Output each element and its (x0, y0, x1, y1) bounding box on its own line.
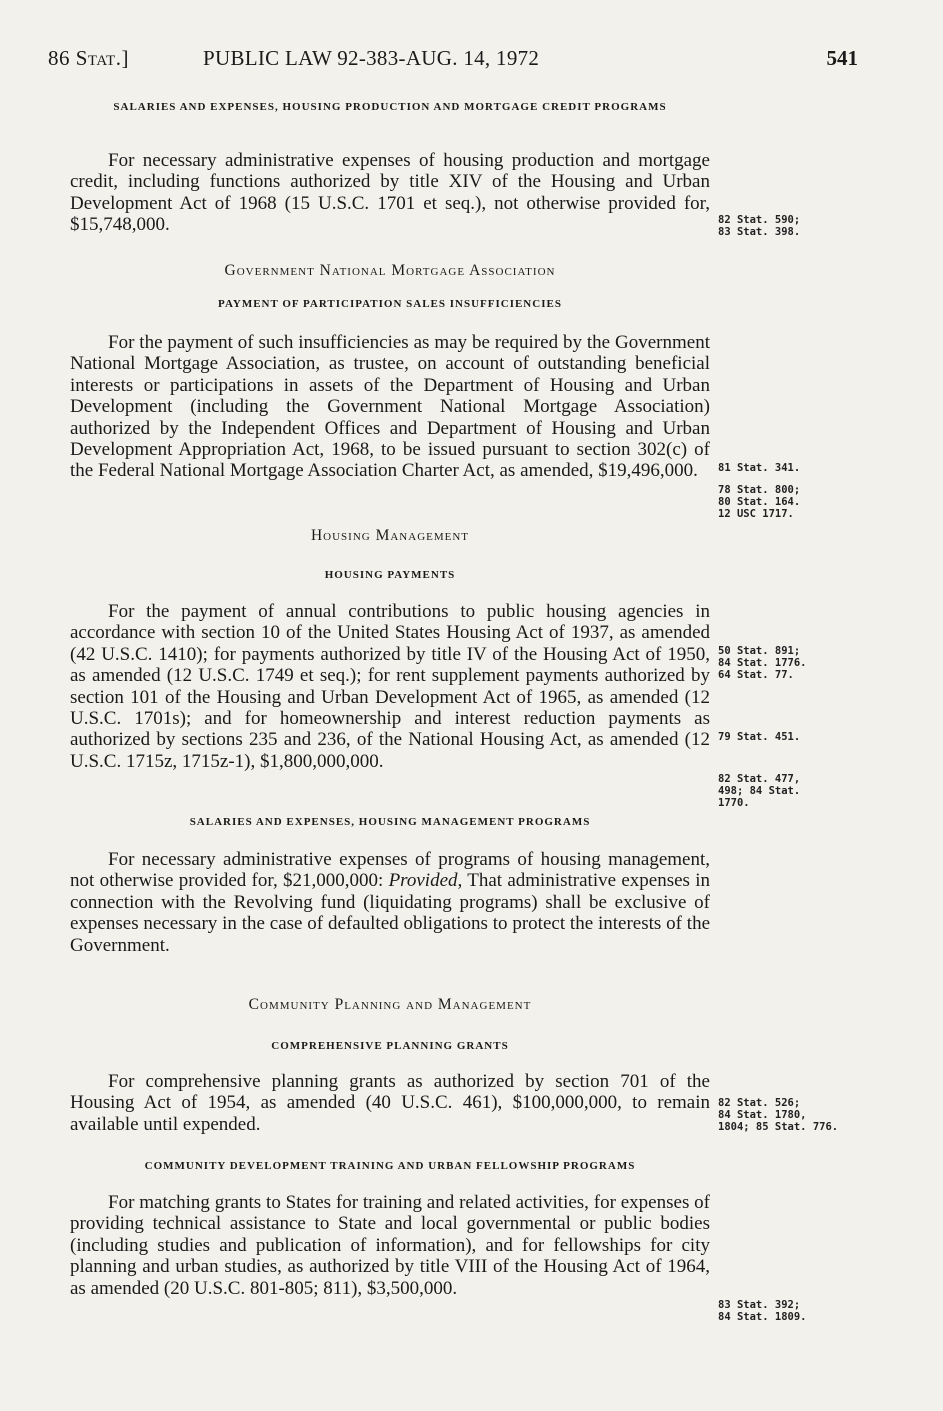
page-number: 541 (826, 46, 858, 70)
paragraph-housing-payments: For the payment of annual contributions to public housing agencies in accordance with section 10 of the United States Housing Act of 1937, as amended (42 U.S.C. 1410); for payments authorized by title IV of the Housing Act of 1950, as amended (12 U.S.C. 1749 et seq.); for rent supplement payments authorized by section 101 of the Housing and Urban Development Act of 1965, as amended (12 U.S.C. 1701s); and for homeownership and interest reduction payments as authorized by sections 235 and 236, of the National Housing Act, as amended (12 U.S.C. 1715z, 1715z-1), $1,800,000,000. (70, 601, 710, 772)
margin-note-4: 50 Stat. 891; 84 Stat. 1776. 64 Stat. 77. (718, 645, 807, 681)
header-citation: 86 Stat.] (48, 46, 129, 70)
margin-note-1: 82 Stat. 590; 83 Stat. 398. (718, 214, 801, 238)
page-header (48, 46, 858, 76)
paragraph-housing-management: For necessary administrative expenses of programs of housing management, not otherwise provided for, $21,000,000: Provided, That administrative expenses in connection with the Revolving fund (liquidating programs) shall be exclusive of expenses necessary in the case of defaulted obligations to protect the interests of the Government. (70, 849, 710, 956)
subheading-housing-payments: HOUSING PAYMENTS (324, 569, 456, 581)
section-heading-gnma: Government National Mortgage Association (224, 262, 556, 279)
paragraph-training-fellowship: For matching grants to States for training and related activities, for expenses of providing technical assistance to State and local governmental or public bodies (including studies and publication of information), and for fellowships for city planning and urban studies, as authorized by title VIII of the Housing Act of 1964, as amended (20 U.S.C. 801-805; 811), $3,500,000. (70, 1192, 710, 1299)
section-heading-salaries-production: SALARIES AND EXPENSES, HOUSING PRODUCTION AND MORTGAGE CREDIT PROGRAMS (113, 101, 667, 113)
subheading-participation-sales: PAYMENT OF PARTICIPATION SALES INSUFFICIENCIES (218, 298, 562, 310)
section-heading-community-planning: Community Planning and Management (248, 996, 532, 1013)
paragraph-participation-sales: For the payment of such insufficiencies as may be required by the Government National Mortgage Association, as trustee, on account of outstanding beneficial interests or participations in assets of the Department of Housing and Urban Development (including the Government National Mortgage Association) authorized by the Independent Offices and Department of Housing and Urban Development Appropriation Act, 1968, to be issued pursuant to section 302(c) of the Federal National Mortgage Association Charter Act, as amended, $19,496,000. (70, 332, 710, 482)
margin-note-8: 83 Stat. 392; 84 Stat. 1809. (718, 1299, 807, 1323)
header-title: PUBLIC LAW 92-383-AUG. 14, 1972 (203, 46, 540, 70)
margin-note-5: 79 Stat. 451. (718, 731, 801, 743)
margin-note-6: 82 Stat. 477, 498; 84 Stat. 1770. (718, 773, 801, 809)
section-heading-housing-management: Housing Management (310, 527, 470, 544)
provided-proviso: Provided, (388, 870, 463, 892)
paragraph-housing-production: For necessary administrative expenses of housing production and mortgage credit, including functions authorized by title XIV of the Housing and Urban Development Act of 1968 (15 U.S.C. 1701 et seq.), not otherwise provided for, $15,748,000. (70, 150, 710, 236)
subheading-housing-management-programs: SALARIES AND EXPENSES, HOUSING MANAGEMENT PROGRAMS (189, 816, 591, 828)
margin-note-2: 81 Stat. 341. (718, 462, 801, 474)
subheading-training-fellowship: COMMUNITY DEVELOPMENT TRAINING AND URBAN FELLOWSHIP PROGRAMS (144, 1160, 636, 1172)
margin-note-3: 78 Stat. 800; 80 Stat. 164. 12 USC 1717. (718, 484, 801, 520)
subheading-planning-grants: COMPREHENSIVE PLANNING GRANTS (271, 1040, 509, 1052)
paragraph-planning-grants: For comprehensive planning grants as authorized by section 701 of the Housing Act of 1954, as amended (40 U.S.C. 461), $100,000,000, to remain available until expended. (70, 1071, 710, 1135)
margin-note-7: 82 Stat. 526; 84 Stat. 1780, 1804; 85 Stat. 776. (718, 1097, 839, 1133)
